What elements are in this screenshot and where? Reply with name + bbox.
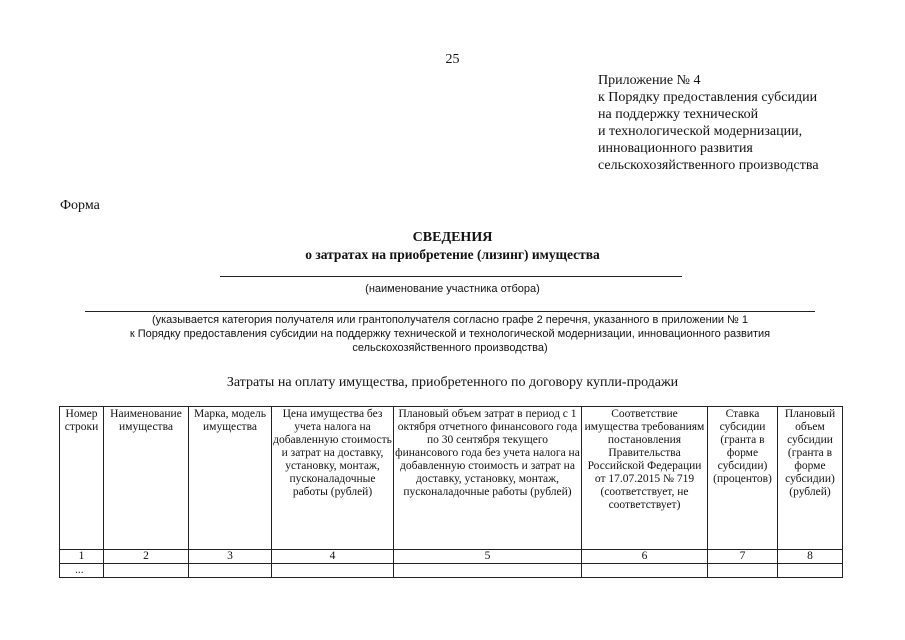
form-label: Форма — [60, 198, 100, 213]
document-subtitle: о затратах на приобретение (лизинг) имущества — [305, 247, 600, 262]
appendix-line: сельскохозяйственного производства — [598, 158, 819, 173]
column-number: 5 — [394, 550, 582, 564]
column-number: 8 — [778, 550, 843, 564]
column-number: 3 — [189, 550, 272, 564]
table-cell — [708, 564, 778, 578]
column-number-row — [60, 550, 843, 564]
ellipsis-text: ... — [75, 564, 84, 576]
costs-table — [59, 406, 843, 578]
appendix-line: и технологической модернизации, — [598, 124, 803, 139]
page-number: 25 — [445, 52, 460, 67]
header-planned-subsidy: Плановый объем субсидии (гранта в форме субсидии) (рублей) — [778, 407, 843, 550]
table-header-row — [60, 407, 843, 550]
category-caption-line: к Порядку предоставления субсидии на поддержку технической и технологической модернизации, инновационного развития — [129, 328, 771, 340]
table-cell — [778, 564, 843, 578]
header-brand-model: Марка, модель имущества — [189, 407, 272, 550]
table-cell — [394, 564, 582, 578]
appendix-line: на поддержку технической — [598, 107, 759, 122]
column-number: 2 — [104, 550, 189, 564]
document-title: СВЕДЕНИЯ — [412, 230, 493, 245]
appendix-block — [598, 72, 898, 174]
appendix-line: Приложение № 4 — [598, 73, 701, 88]
header-price: Цена имущества без учета налога на добавленную стоимость и затрат на доставку, установку, монтаж, пусконаладочные работы (рублей) — [272, 407, 394, 550]
category-caption-line: сельскохозяйственного производства) — [352, 342, 548, 354]
category-line — [85, 311, 815, 312]
table-cell — [60, 564, 104, 578]
header-property-name: Наименование имущества — [104, 407, 189, 550]
header-planned-costs: Плановый объем затрат в период с 1 октября отчетного финансового года по 30 сентября текущего финансового года без учета налога на добавленную стоимость и затрат на доставку, установку, монтаж, пусконаладочные работы (рублей) — [394, 407, 582, 550]
table-cell — [582, 564, 708, 578]
column-number: 6 — [582, 550, 708, 564]
header-row-number: Номер строки — [60, 407, 104, 550]
section-heading: Затраты на оплату имущества, приобретенного по договору купли-продажи — [226, 375, 679, 390]
category-caption-line: (указывается категория получателя или грантополучателя согласно графе 2 перечня, указанного в приложении № 1 — [151, 314, 749, 326]
category-caption — [85, 313, 815, 355]
appendix-line: инновационного развития — [598, 141, 753, 156]
participant-caption: (наименование участника отбора) — [365, 283, 540, 295]
participant-name-line — [220, 276, 682, 277]
table-cell — [189, 564, 272, 578]
column-number: 4 — [272, 550, 394, 564]
header-compliance: Соответствие имущества требованиям постановления Правительства Российской Федерации от 17.07.2015 № 719 (соответствует, не соответствует) — [582, 407, 708, 550]
table-cell — [272, 564, 394, 578]
table-row — [60, 564, 843, 578]
table-cell — [104, 564, 189, 578]
column-number: 1 — [60, 550, 104, 564]
column-number: 7 — [708, 550, 778, 564]
header-subsidy-rate: Ставка субсидии (гранта в форме субсидии) (процентов) — [708, 407, 778, 550]
appendix-line: к Порядку предоставления субсидии — [598, 90, 818, 105]
